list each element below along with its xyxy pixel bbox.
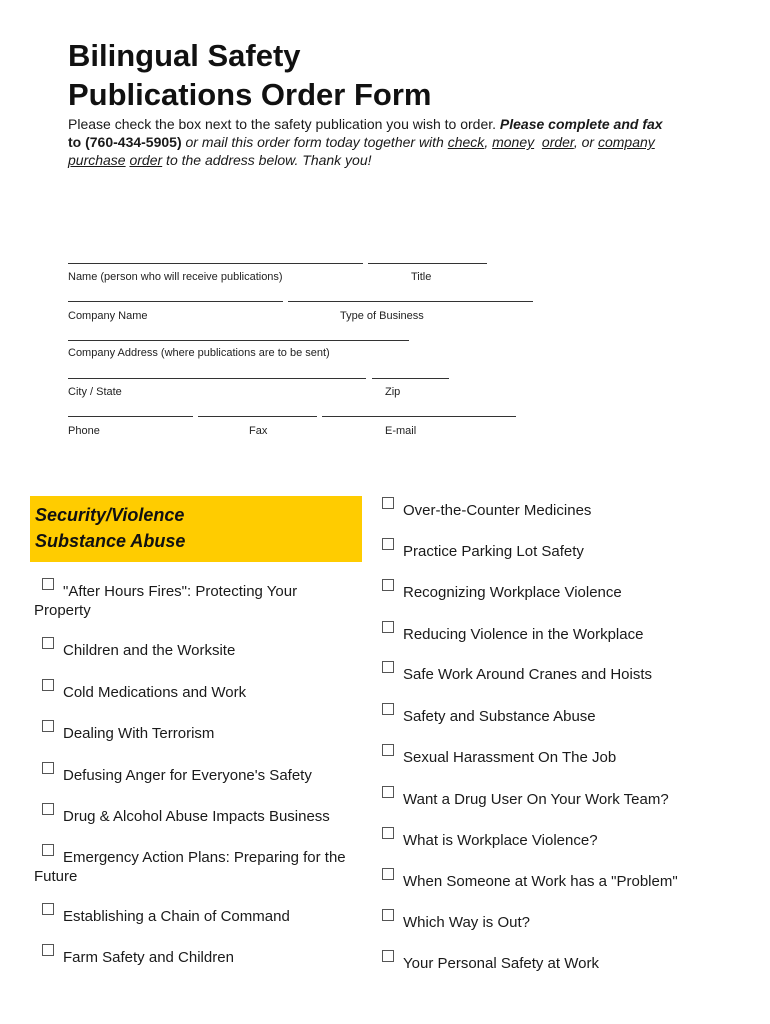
checkbox-icon[interactable] <box>42 762 54 774</box>
intro-word-check: check <box>447 134 485 150</box>
business-type-field-label: Type of Business <box>340 310 424 322</box>
publication-option[interactable] <box>382 950 752 973</box>
business-type-field[interactable] <box>288 301 533 302</box>
checkbox-icon[interactable] <box>382 579 394 591</box>
publication-label: Farm Safety and Children <box>63 949 234 966</box>
title-field-label: Title <box>411 271 432 283</box>
section-header-line-2: Substance Abuse <box>35 531 186 551</box>
publication-label: Practice Parking Lot Safety <box>403 543 584 560</box>
publication-label: When Someone at Work has a "Problem" <box>403 873 678 890</box>
checkbox-icon[interactable] <box>42 720 54 732</box>
company-name-field[interactable] <box>68 301 283 302</box>
publication-label: Recognizing Workplace Violence <box>403 584 622 601</box>
publication-label: Drug & Alcohol Abuse Impacts Business <box>63 808 330 825</box>
publication-label: Children and the Worksite <box>63 642 236 659</box>
publication-option[interactable] <box>34 679 354 702</box>
publication-option[interactable] <box>34 762 354 785</box>
publication-option[interactable] <box>34 844 354 886</box>
intro-word-money: money <box>492 134 535 150</box>
publication-option[interactable] <box>382 744 752 767</box>
zip-field[interactable] <box>372 378 449 379</box>
checkbox-icon[interactable] <box>382 497 394 509</box>
name-field[interactable] <box>68 263 363 264</box>
publication-label: Over-the-Counter Medicines <box>403 502 592 519</box>
publication-label: Sexual Harassment On The Job <box>403 749 617 766</box>
checkbox-icon[interactable] <box>382 703 394 715</box>
phone-field[interactable] <box>68 416 193 417</box>
checkbox-icon[interactable] <box>42 903 54 915</box>
checkbox-icon[interactable] <box>382 827 394 839</box>
publication-label: Which Way is Out? <box>403 914 530 931</box>
fax-field[interactable] <box>198 416 317 417</box>
publication-option[interactable] <box>382 909 752 932</box>
page-title <box>68 36 431 114</box>
checkbox-icon[interactable] <box>382 744 394 756</box>
city-state-field-label: City / State <box>68 386 122 398</box>
publication-option[interactable] <box>382 497 752 520</box>
city-state-field[interactable] <box>68 378 366 379</box>
page-title-line-2: Publications Order Form <box>68 77 432 112</box>
publication-label: Establishing a Chain of Command <box>63 908 290 925</box>
email-field[interactable] <box>322 416 516 417</box>
checkbox-icon[interactable] <box>42 637 54 649</box>
intro-text-1: Please check the box next to the safety publication you wish to order. <box>68 116 500 132</box>
publication-option[interactable] <box>382 579 752 602</box>
publication-label: Safe Work Around Cranes and Hoists <box>403 666 653 683</box>
checkbox-icon[interactable] <box>42 844 54 856</box>
intro-word-purchase: purchase <box>68 152 126 168</box>
intro-text-4: , or <box>573 134 598 150</box>
checkbox-icon[interactable] <box>42 679 54 691</box>
intro-word-order-2: order <box>129 152 163 168</box>
publication-option[interactable] <box>382 868 752 891</box>
publication-label: Safety and Substance Abuse <box>403 708 596 725</box>
publication-label: "After Hours Fires": Protecting Your Property <box>34 583 298 619</box>
publication-label: Dealing With Terrorism <box>63 725 215 742</box>
publication-option[interactable] <box>382 621 752 644</box>
zip-field-label: Zip <box>385 386 401 398</box>
address-field-label: Company Address (where publications are to be sent) <box>68 347 330 359</box>
address-field[interactable] <box>68 340 409 341</box>
publication-label: Defusing Anger for Everyone's Safety <box>63 767 312 784</box>
phone-field-label: Phone <box>68 425 100 437</box>
page-title-line-1: Bilingual Safety <box>68 38 301 73</box>
publication-option[interactable] <box>34 944 354 967</box>
checkbox-icon[interactable] <box>382 621 394 633</box>
publication-option[interactable] <box>382 703 752 726</box>
company-name-field-label: Company Name <box>68 310 148 322</box>
publication-label: Emergency Action Plans: Preparing for the Future <box>34 849 346 885</box>
intro-text-2: or mail this order form today together with <box>181 134 448 150</box>
intro-paragraph <box>68 115 718 169</box>
checkbox-icon[interactable] <box>382 909 394 921</box>
checkbox-icon[interactable] <box>42 803 54 815</box>
checkbox-icon[interactable] <box>382 950 394 962</box>
section-header-line-1: Security/Violence <box>35 505 185 525</box>
publication-label: Want a Drug User On Your Work Team? <box>403 791 669 808</box>
publication-option[interactable] <box>382 827 752 850</box>
publication-option[interactable] <box>382 661 752 684</box>
name-field-label: Name (person who will receive publications) <box>68 271 283 283</box>
publication-label: Cold Medications and Work <box>63 684 247 701</box>
intro-word-order-1: order <box>541 134 574 150</box>
publication-option[interactable] <box>34 578 354 620</box>
publication-option[interactable] <box>382 538 752 561</box>
publication-option[interactable] <box>34 803 354 826</box>
email-field-label: E-mail <box>385 425 417 437</box>
intro-word-company: company <box>597 134 655 150</box>
checkbox-icon[interactable] <box>382 538 394 550</box>
intro-text-3: , <box>484 134 493 150</box>
publication-label: What is Workplace Violence? <box>403 832 598 849</box>
intro-text-5: to the address below. Thank you! <box>162 152 372 168</box>
publication-option[interactable] <box>34 903 354 926</box>
publication-label: Your Personal Safety at Work <box>403 955 599 972</box>
publication-label: Reducing Violence in the Workplace <box>403 626 644 643</box>
checkbox-icon[interactable] <box>382 661 394 673</box>
fax-field-label: Fax <box>249 425 268 437</box>
publication-option[interactable] <box>382 786 752 809</box>
section-header <box>35 502 185 554</box>
checkbox-icon[interactable] <box>42 578 54 590</box>
title-field[interactable] <box>368 263 487 264</box>
publication-option[interactable] <box>34 720 354 743</box>
intro-fax-instruction: Please complete and fax <box>499 116 663 132</box>
checkbox-icon[interactable] <box>42 944 54 956</box>
intro-fax-number: to (760-434-5905) <box>68 134 182 150</box>
checkbox-icon[interactable] <box>382 868 394 880</box>
checkbox-icon[interactable] <box>382 786 394 798</box>
publication-option[interactable] <box>34 637 354 660</box>
